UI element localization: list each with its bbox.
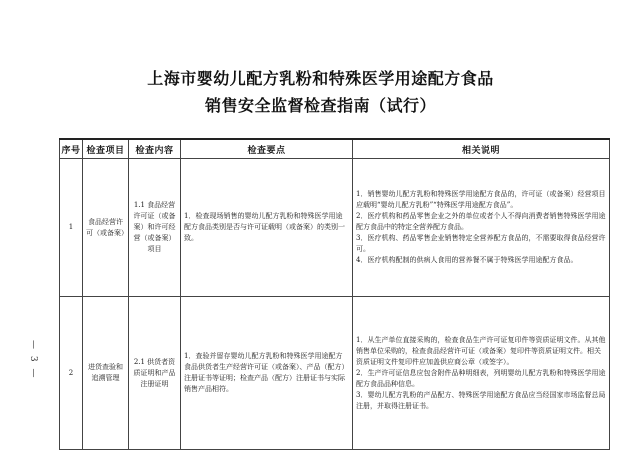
inspection-item: 进货查验和追溯管理 [83,297,129,450]
note-line: 1．从生产单位直接采购的，检查食品生产许可证复印件等资质证明文件。从其他销售单位采购的，检查食品经营许可证（或备案）复印件等资质证明文件。相关资质证明文件复印件应加盖供应商公章（或签字）。 [356,335,606,366]
inspection-points: 1．查验并留存婴幼儿配方乳粉和特殊医学用途配方食品供货者生产经营许可证（或备案）、产品（配方）注册证书等证明；检查产品（配方）注册证书与实际销售产品相符。 [181,297,353,450]
note-line: 2．生产许可证信息应包含附件品种明细表，列明婴幼儿配方乳粉和特殊医学用途配方食品品种信息。 [356,368,606,388]
document-title-line-2: 销售安全监督检查指南（试行） [204,96,436,115]
header-inspection-content: 检查内容 [129,139,181,159]
inspection-table [59,138,610,450]
table-row [60,297,610,450]
inspection-content: 1.1 食品经营许可证（或备案）和许可经营（或备案）项目 [129,159,181,297]
note-line: 1．销售婴幼儿配方乳粉和特殊医学用途配方食品的，许可证（或备案）经营项目应载明“婴幼儿配方乳粉”“特殊医学用途配方食品”。 [356,190,606,209]
page-number: — 3 — [28,340,38,380]
note-line: 2．医疗机构和药品零售企业之外的单位或者个人不得向消费者销售特殊医学用途配方食品中的特定全营养配方食品。 [356,212,606,231]
note-line: 3．婴幼儿配方乳粉的产品配方、特殊医学用途配方食品应当经国家市场监督总局注册，并取得注册证书。 [356,390,606,410]
related-notes [353,297,610,450]
header-serial-number: 序号 [60,139,83,159]
related-notes [353,159,610,297]
row-number: 2 [60,297,83,450]
document-title-line-1: 上海市婴幼儿配方乳粉和特殊医学用途配方食品 [147,69,494,88]
inspection-item: 食品经营许可（或备案） [83,159,129,297]
table-header-row [60,139,610,159]
header-inspection-points: 检查要点 [181,139,353,159]
table-row [60,159,610,297]
inspection-points: 1．检查现场销售的婴幼儿配方乳粉和特殊医学用途配方食品类别是否与许可证载明（或备案）的类别一致。 [181,159,353,297]
header-inspection-item: 检查项目 [83,139,129,159]
note-line: 4．医疗机构配制的供病人食用的营养餐不属于特殊医学用途配方食品。 [356,256,578,264]
row-number: 1 [60,159,83,297]
header-related-notes: 相关说明 [353,139,610,159]
inspection-content: 2.1 供货者资质证明和产品注册证明 [129,297,181,450]
note-line: 3．医疗机构、药品零售企业销售特定全营养配方食品的，不需要取得食品经营许可。 [356,234,606,253]
